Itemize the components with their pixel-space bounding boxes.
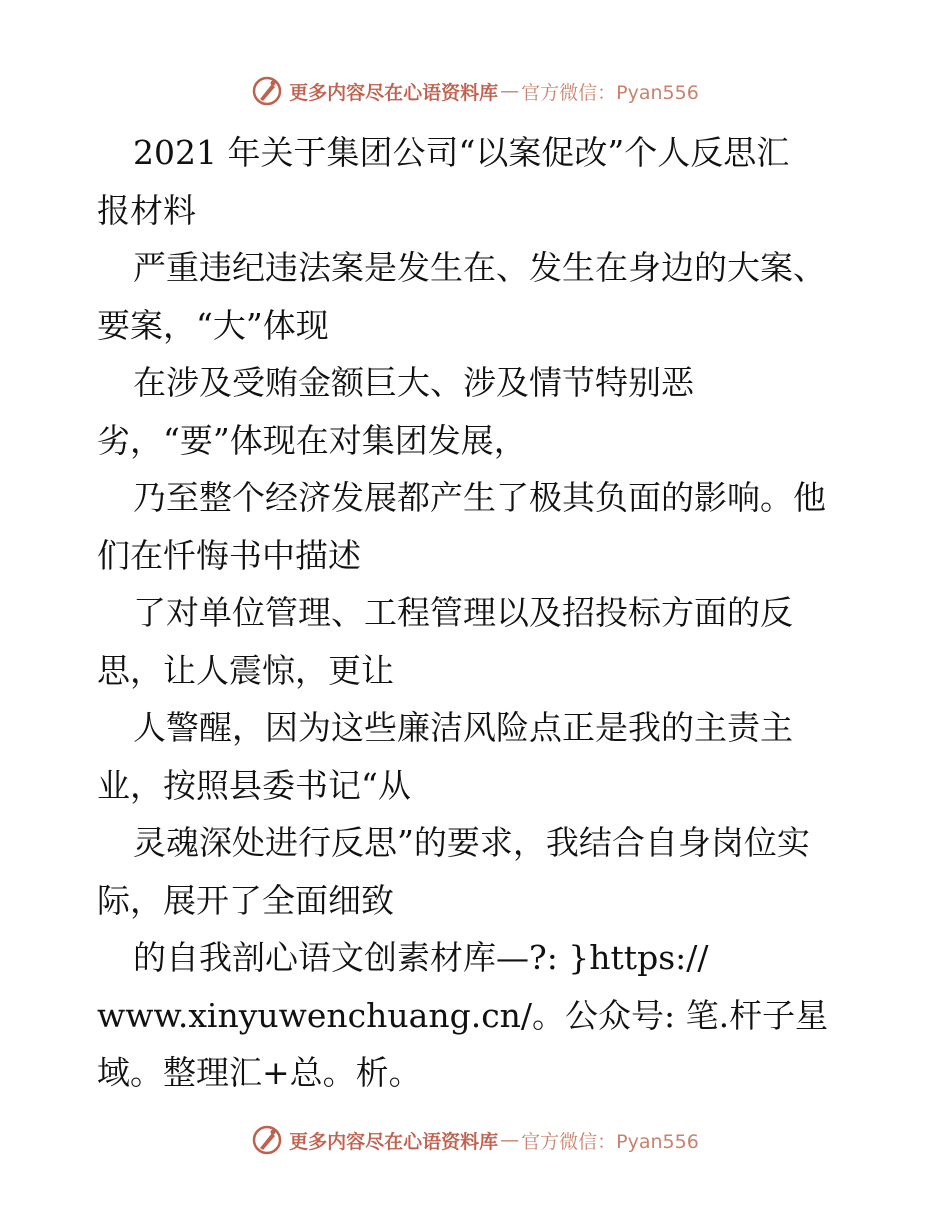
text-line: 严重违纪违法案是发生在、发生在身边的大案、 [133, 248, 826, 287]
text-line: 业，按照县委书记“从 [97, 765, 411, 805]
pen-logo-icon [251, 1124, 283, 1156]
text-line: 灵魂深处进行反思”的要求，我结合自身岗位实 [133, 823, 810, 862]
text-line: www.xinyuwenchuang.cn/。公众号: 笔.杆子星 [97, 995, 829, 1035]
text-line: 了对单位管理、工程管理以及招投标方面的反 [133, 593, 793, 632]
text-line: 域。整理汇+总。析。 [97, 1053, 422, 1092]
header-banner [0, 71, 950, 111]
text-line: 在涉及受贿金额巨大、涉及情节特别恶 [133, 363, 694, 402]
text-line: 际，展开了全面细致 [97, 880, 394, 920]
text-line: 乃至整个经济发展都产生了极其负面的影响。他 [133, 478, 826, 517]
text-line: 2021 年关于集团公司“以案促改”个人反思汇 [133, 133, 790, 172]
banner-separator: — [500, 80, 520, 102]
document-body [97, 124, 877, 1102]
banner-wechat-text: 官方微信：Pyan556 [521, 1130, 699, 1153]
footer-banner [0, 1120, 950, 1160]
banner-wechat-text: 官方微信：Pyan556 [521, 81, 699, 104]
text-line: 劣，“要”体现在对集团发展， [97, 420, 527, 460]
pen-logo-icon [251, 75, 283, 107]
text-line: 人警醒，因为这些廉洁风险点正是我的主责主 [133, 708, 793, 747]
text-line: 的自我剖心语文创素材库—?: }https:// [133, 938, 709, 977]
banner-main-text: 更多内容尽在心语资料库 [289, 1130, 499, 1153]
text-line: 们在忏悔书中描述 [97, 535, 361, 575]
text-line: 要案，“大”体现 [97, 305, 329, 345]
text-line: 思，让人震惊，更让 [97, 650, 394, 690]
banner-separator: — [500, 1129, 520, 1151]
text-line: 报材料 [97, 190, 196, 230]
banner-main-text: 更多内容尽在心语资料库 [289, 81, 499, 104]
